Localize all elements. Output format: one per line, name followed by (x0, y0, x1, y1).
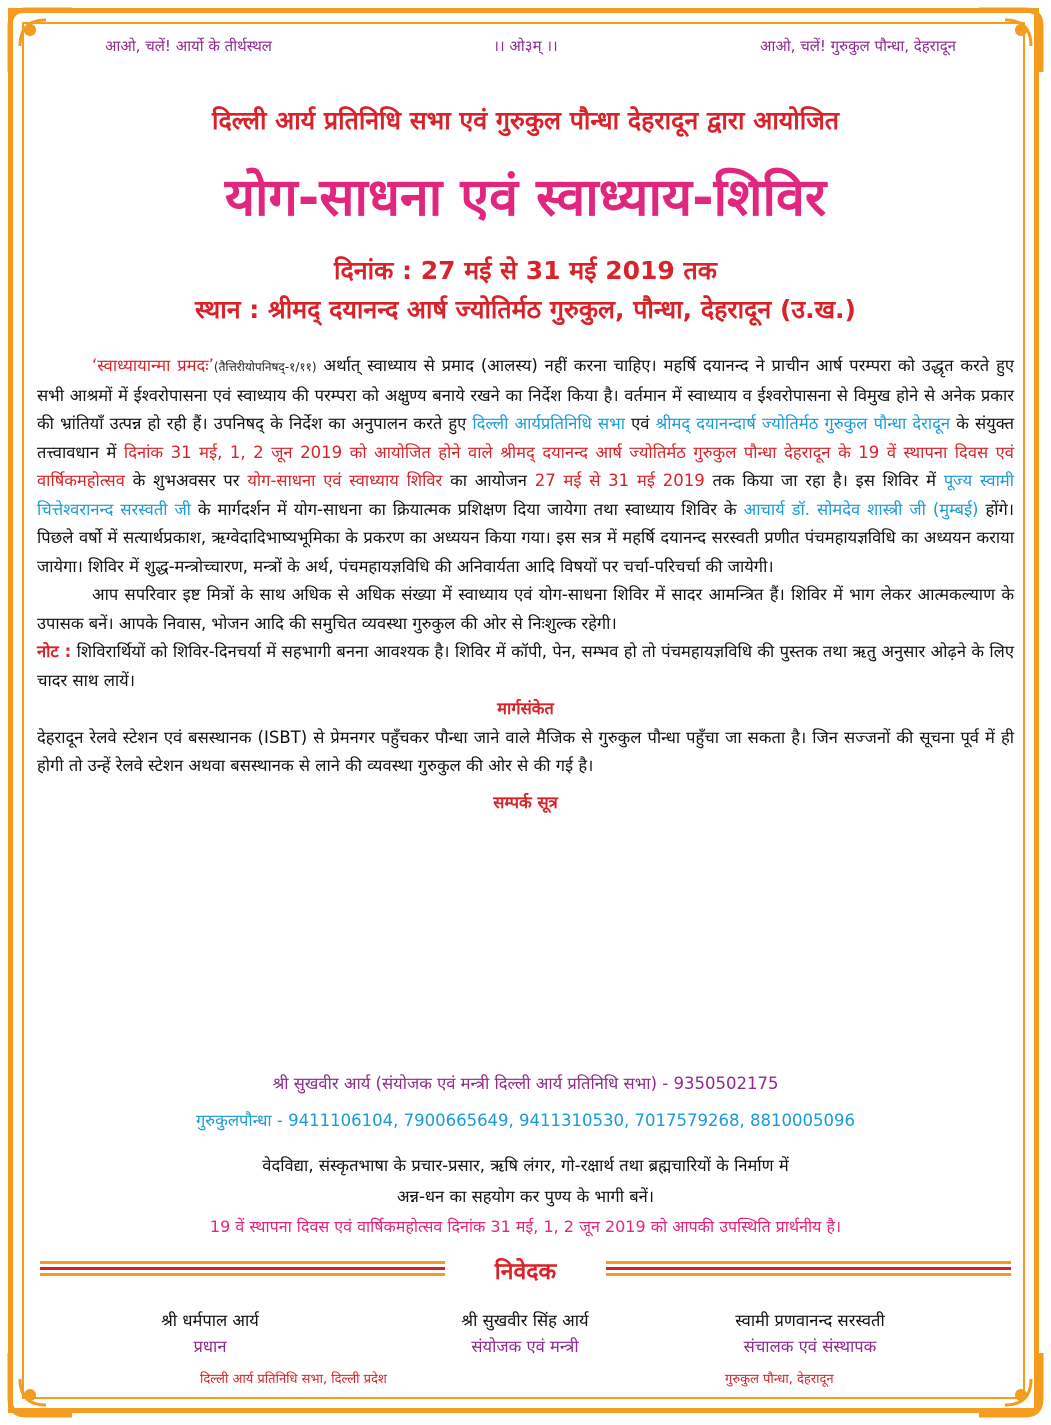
org-left: दिल्ली आर्य प्रतिनिधि सभा, दिल्ली प्रदेश (200, 1372, 387, 1387)
top-om: ।। ओ३म् ।। (493, 37, 558, 55)
organizers-line: दिल्ली आर्य प्रतिनिधि सभा एवं गुरुकुल पौन्धा देहरादून द्वारा आयोजित (211, 106, 840, 135)
org-right: गुरुकुल पौन्धा, देहरादून (725, 1372, 834, 1387)
route-heading: मार्गसंकेत (497, 699, 554, 718)
swami-name: पूज्य स्वामी चित्तेश्वरानन्द सरस्वती जी (37, 471, 1014, 519)
intro-paragraph: ‘स्वाध्यायान्मा प्रमदः’(तैत्तिरीयोपनिषद्-१/११) अर्थात् स्वाध्याय से प्रमाद (आलस्य) नहीं करना चाहिए। महर्षि दयानन्द ने प्राचीन आर्ष परम्परा को उद्धृत करते हुए सभी आश्रमों में ईश्वरोपासना एवं स्वाध्याय की परम्परा को अक्षुण्य बनाये रखने का निर्देश किया है। वर्तमान में स्वाध्याय व ईश्वरोपासना से विमुख होने से अनेक प्रकार की भ्रांतियॉं उत्पन्न हो रही हैं। उपनिषद् के निर्देश का अनुपालन करते हुए दिल्ली आर्यप्रतिनिधि सभा एवं श्रीमद् दयानन्दार्ष ज्योतिर्मठ गुरुकुल पौन्धा देरादून के संयुक्त तत्त्वावधान में दिनांक 31 मई, 1, 2 जून 2019 को आयोजित होने वाले श्रीमद् दयानन्द आर्ष ज्योतिर्मठ गुरुकुल पौन्धा देहरादून के 19 वें स्थापना दिवस एवं वार्षिकमहोत्सव के शुभअवसर पर योग-साधना एवं स्वाध्याय शिविर का आयोजन 27 मई से 31 मई 2019 तक किया जा रहा है। इस शिविर में पूज्य स्वामी चित्तेश्वरानन्द सरस्वती जी के मार्गदर्शन में योग-साधना का क्रियात्मक प्रशिक्षण दिया जायेगा तथा स्वाध्याय शिविर के आचार्य डॉ. सोमदेव शास्त्री जी (मुम्बई) होंगे। पिछले वर्षो में सत्यार्थप्रकाश, ऋग्वेदादिभाष्यभूमिका के प्रकरण का अध्ययन किया गया। इस सत्र में महर्षि दयानन्द सरस्वती प्रणीत पंचमहायज्ञविधि का अध्ययन कराया जायेगा। शिविर में शुद्ध-मन्त्रोच्चारण, मन्त्रों के अर्थ, पंचमहायज्ञविधि की अनिवार्यता आदि विषयों पर चर्चा-परिचर्चा की जायेगी। (37, 356, 1015, 576)
contact-line-2: गुरुकुलपौन्धा - 9411106104, 7900665649, 9411310530, 7017579268, 8810005096 (196, 1111, 855, 1130)
nivedak-title: निवेदक (494, 1259, 557, 1285)
page-title: योग-साधना एवं स्वाध्याय-शिविर (224, 168, 827, 228)
contact-line-1: श्री सुखवीर आर्य (संयोजक एवं मन्त्री दिल्ली आर्य प्रतिनिधि सभा) - 9350502175 (272, 1074, 779, 1093)
donation-appeal: वेदविद्या, संस्कृतभाषा के प्रचार-प्रसार, ऋषि लंगर, गो-रक्षार्थ तथा ब्रह्मचारियों के निर्माण में अन्न-धन का सहयोग कर पुण्य के भागी बनें। (262, 1156, 789, 1206)
top-left-slogan: आओ, चलें! आर्यो के तीर्थस्थल (105, 37, 272, 55)
anniversary-event: दिनांक 31 मई, 1, 2 जून 2019 को आयोजित होने वाले श्रीमद् दयानन्द आर्ष ज्योतिर्मठ गुरुकुल पौन्धा देहरादून के 19 वें स्थापना दिवस एवं वार्षिकमहोत्सव (37, 442, 1014, 490)
signatory-1: श्री धर्मपाल आर्य प्रधान (161, 1311, 259, 1356)
note-paragraph: नोट : शिविरार्थियों को शिविर-दिनचर्या में सहभागी बनना आवश्यक है। शिविर में कॉपी, पेन, सम्भव हो तो पंचमहायज्ञविधि की पुस्तक तथा ऋतु अनुसार ओढ़ने के लिए चादर साथ लायें। (37, 642, 1014, 690)
signatory-3: स्वामी प्रणवानन्द सरस्वती संचालक एवं संस्थापक (735, 1311, 885, 1356)
top-right-slogan: आओ, चलें! गुरुकुल पौन्धा, देहरादून (759, 37, 956, 55)
org-delhi-sabha: दिल्ली आर्यप्रतिनिधि सभा (472, 414, 625, 433)
acharya-name: आचार्य डॉ. सोमदेव शास्त्री जी (मुम्बई) (743, 499, 979, 519)
presence-invitation: 19 वें स्थापना दिवस एवं वार्षिकमहोत्सव दिनांक 31 मई, 1, 2 जून 2019 को आपकी उपस्थिति प्रार्थनीय है। (209, 1217, 842, 1236)
main-body (37, 352, 1014, 817)
org-gurukul: श्रीमद् दयानन्दार्ष ज्योतिर्मठ गुरुकुल पौन्धा देरादून (655, 414, 951, 433)
note-label: नोट : (37, 642, 72, 661)
camp-dates: 27 मई से 31 मई 2019 (534, 471, 705, 490)
signatory-2: श्री सुखवीर सिंह आर्य संयोजक एवं मन्त्री (461, 1311, 589, 1356)
corner-ornament-icon (975, 1349, 1045, 1419)
quote: ‘स्वाध्यायान्मा प्रमदः’ (92, 356, 214, 375)
quote-source: (तैत्तिरीयोपनिषद्-१/११) (213, 360, 317, 374)
contact-heading: सम्पर्क सूत्र (493, 792, 558, 812)
invitation-paragraph: आप सपरिवार इष्ट मित्रों के साथ अधिक से अधिक संख्या में स्वाध्याय एवं योग-साधना शिविर में सादर आमन्त्रित हैं। शिविर में भाग लेकर आत्मकल्याण के उपासक बनें। आपके निवास, भोजन आदि की समुचित व्यवस्था गुरुकुल की ओर से निःशुल्क रहेगी। (37, 585, 1014, 633)
camp-name: योग-साधना एवं स्वाध्याय शिविर (247, 471, 443, 490)
nivedak-bar (40, 1254, 1011, 1288)
event-place: स्थान : श्रीमद् दयानन्द आर्ष ज्योतिर्मठ गुरुकुल, पौन्धा, देहरादून (उ.ख.) (195, 295, 856, 324)
event-date: दिनांक : 27 मई से 31 मई 2019 तक (334, 256, 717, 285)
route-paragraph: देहरादून रेलवे स्टेशन एवं बसस्थानक (ISBT) से प्रेमनगर पहुँचकर पौन्धा जाने वाले मैजिक से गुरुकुल पौन्धा पहुँचा जा सकता है। जिन सज्जनों की सूचना पूर्व में ही होगी तो उन्हें रेलवे स्टेशन अथवा बसस्थानक से लाने की व्यवस्था गुरुकुल की ओर से की गई है। (37, 727, 1014, 775)
